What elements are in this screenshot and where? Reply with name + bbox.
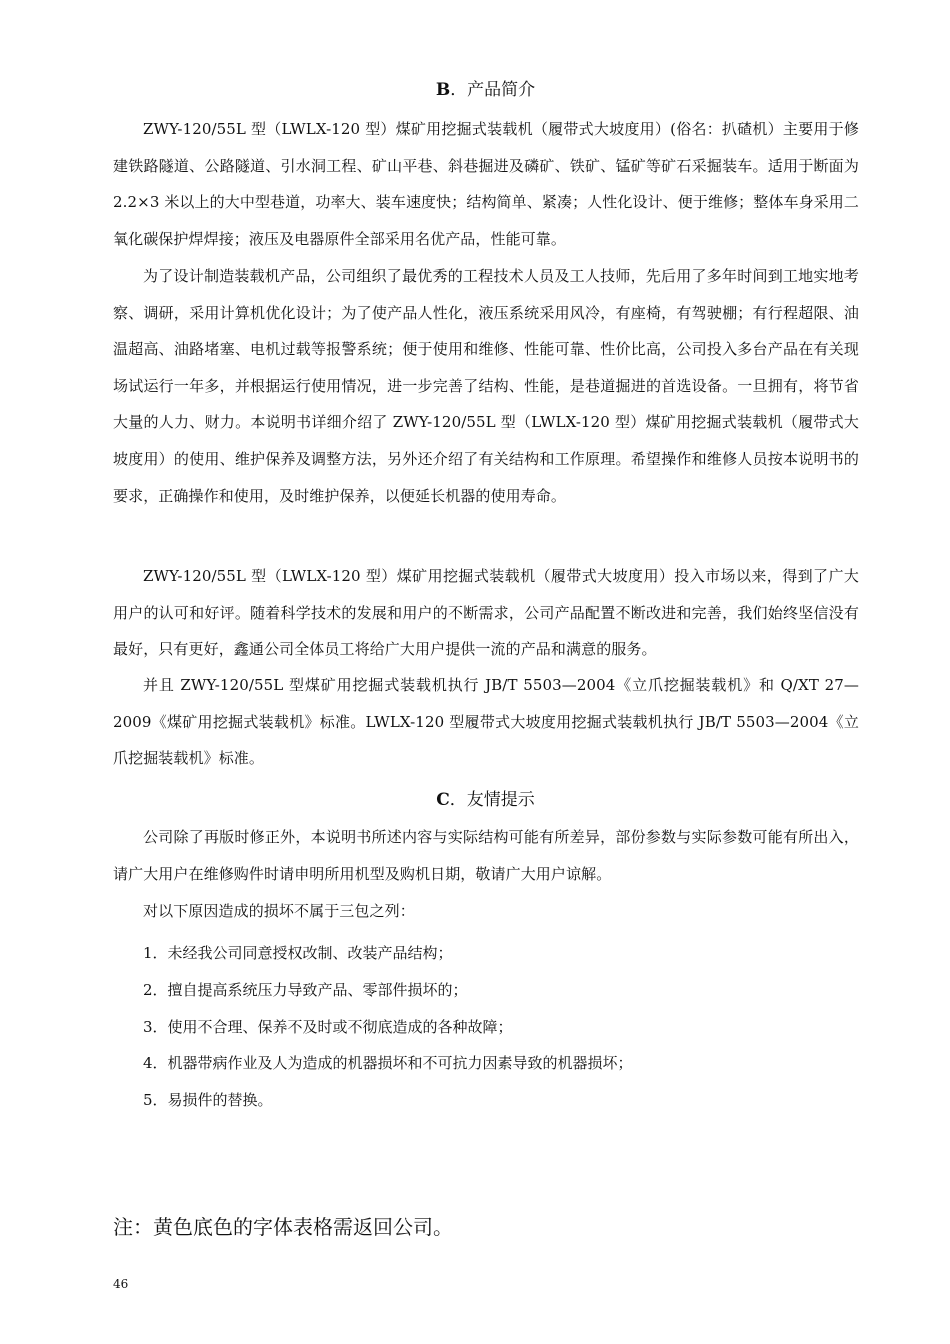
section-b-paragraph-4: 并且 ZWY-120/55L 型煤矿用挖掘式装载机执行 JB/T 5503—2004《立爪挖掘装载机》和 Q/XT 27—2009《煤矿用挖掘式装载机》标准。LWLX-120 型履带式大坡度用挖掘式装载机执行 JB/T 5503—2004《立爪挖掘装载机》标准。 xyxy=(113,676,859,768)
list-item: 1．未经我公司同意授权改制、改装产品结构； xyxy=(143,944,453,962)
list-item: 3．使用不合理、保养不及时或不彻底造成的各种故障； xyxy=(143,1018,513,1036)
section-c-paragraph-1: 公司除了再版时修正外，本说明书所述内容与实际结构可能有所差异，部份参数与实际参数可能有所出入，请广大用户在维修购件时请申明所用机型及购机日期，敬请广大用户谅解。 xyxy=(113,828,859,883)
section-c-title: ．友情提示 xyxy=(449,790,535,810)
section-b-title: ．产品简介 xyxy=(450,80,536,100)
section-b-letter: B xyxy=(435,80,451,100)
section-b-paragraph-1: ZWY-120/55L 型（LWLX-120 型）煤矿用挖掘式装载机（履带式大坡度用）(俗名：扒碴机）主要用于修建铁路隧道、公路隧道、引水洞工程、矿山平巷、斜巷掘进及磷矿、铁矿、锰矿等矿石采掘装车。适用于断面为 2.2×3 米以上的大中型巷道，功率大、装车速度快；结构简单、紧凑；人性化设计、便于维修；整体车身采用二氧化碳保护焊焊接；液压及电器原件全部采用名优产品，性能可靠。 xyxy=(113,120,859,248)
section-c-heading xyxy=(113,788,858,812)
section-c-letter: C xyxy=(436,790,450,810)
page-number: 46 xyxy=(113,1277,129,1291)
section-b-paragraph-2: 为了设计制造装载机产品，公司组织了最优秀的工程技术人员及工人技师，先后用了多年时间到工地实地考察、调研，采用计算机优化设计；为了使产品人性化，液压系统采用风冷，有座椅，有驾驶棚；有行程超限、油温超高、油路堵塞、电机过载等报警系统；便于使用和维修、性能可靠、性价比高，公司投入多台产品在有关现场试运行一年多，并根据运行使用情况，进一步完善了结构、性能，是巷道掘进的首选设备。一旦拥有，将节省大量的人力、财力。本说明书详细介绍了 ZWY-120/55L 型（LWLX-120 型）煤矿用挖掘式装载机（履带式大坡度用）的使用、维护保养及调整方法，另外还介绍了有关结构和工作原理。希望操作和维修人员按本说明书的要求，正确操作和使用，及时维护保养，以便延长机器的使用寿命。 xyxy=(113,267,859,505)
list-item: 5．易损件的替换。 xyxy=(143,1091,273,1109)
section-c-paragraph-2: 对以下原因造成的损坏不属于三包之列： xyxy=(143,902,415,920)
list-item: 4．机器带病作业及人为造成的机器损坏和不可抗力因素导致的机器损坏； xyxy=(143,1054,633,1072)
section-b-paragraph-3: ZWY-120/55L 型（LWLX-120 型）煤矿用挖掘式装载机（履带式大坡度用）投入市场以来，得到了广大用户的认可和好评。随着科学技术的发展和用户的不断需求，公司产品配置不断改进和完善，我们始终坚信没有最好，只有更好，鑫通公司全体员工将给广大用户提供一流的产品和满意的服务。 xyxy=(113,567,859,659)
list-item: 2．擅自提高系统压力导致产品、零部件损坏的； xyxy=(143,981,468,999)
footer-note: 注：黄色底色的字体表格需返回公司。 xyxy=(113,1215,453,1239)
section-b-heading xyxy=(113,78,858,102)
